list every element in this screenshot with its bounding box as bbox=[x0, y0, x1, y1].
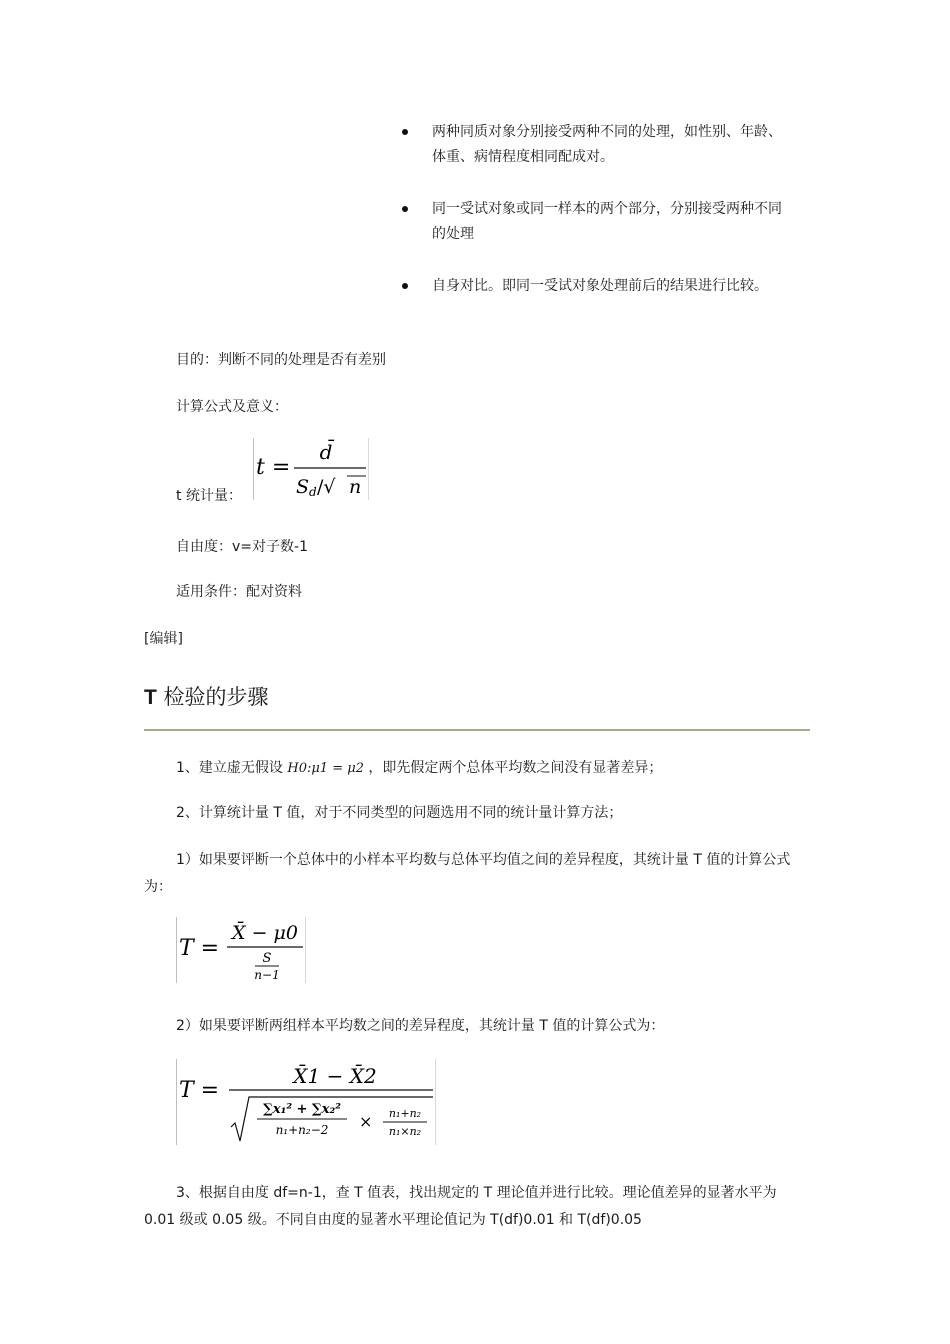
formula-numerator: X̄ − μ0 bbox=[232, 922, 298, 944]
ratio-denominator: n₁×n₂ bbox=[388, 1125, 422, 1138]
inner-numerator: S bbox=[262, 951, 272, 966]
formula-den-c: n bbox=[349, 476, 362, 498]
list-item bbox=[402, 197, 792, 247]
formula-numerator: d̄ bbox=[319, 440, 333, 464]
step-3: 3、根据自由度 df=n-1，查 T 值表，找出规定的 T 理论值并进行比较。理论值差异的显著水平为 0.01 级或 0.05 级。不同自由度的显著水平理论值记为 T(df)0.01 和 T(df)0.05 bbox=[144, 1185, 777, 1228]
list-item bbox=[402, 120, 792, 170]
formula-lhs: T = bbox=[179, 936, 220, 961]
paired-t-formula-svg bbox=[254, 438, 368, 500]
two-sample-formula bbox=[176, 1059, 436, 1145]
bullet-dot-icon bbox=[402, 206, 408, 212]
step-2-2: 2）如果要评断两组样本平均数之间的差异程度，其统计量 T 值的计算公式为： bbox=[176, 1018, 665, 1034]
bullet-dot-icon bbox=[402, 129, 408, 135]
edit-link[interactable]: [编辑] bbox=[144, 631, 183, 647]
step-1-suffix: ，即先假定两个总体平均数之间没有显著差异； bbox=[368, 760, 663, 776]
paired-t-formula bbox=[253, 438, 369, 500]
inner-numerator: ∑x₁² + ∑x₂² bbox=[263, 1102, 341, 1117]
t-stat-label: t 统计量： bbox=[176, 488, 242, 504]
one-sample-formula bbox=[176, 917, 306, 983]
step-2-1: 1）如果要评断一个总体中的小样本平均数与总体平均值之间的差异程度，其统计量 T 值的计算公式为： bbox=[144, 852, 791, 895]
step-1 bbox=[176, 757, 662, 780]
formula-lhs: T = bbox=[179, 1078, 220, 1103]
condition-text: 适用条件：配对资料 bbox=[176, 584, 302, 600]
step-1-math: H0:μ1 = μ2 bbox=[287, 761, 364, 776]
list-item-text: 自身对比。即同一受试对象处理前后的结果进行比较。 bbox=[432, 278, 768, 294]
section-title-t: T bbox=[144, 686, 157, 709]
inner-denominator: n₁+n₂−2 bbox=[275, 1123, 329, 1137]
ratio-numerator: n₁+n₂ bbox=[388, 1107, 422, 1120]
one-sample-formula-svg bbox=[177, 917, 305, 983]
formula-den-sub: d bbox=[309, 485, 317, 499]
formula-numerator: X̄1 − X̄2 bbox=[293, 1064, 377, 1088]
list-item-text: 同一受试对象或同一样本的两个部分，分别接受两种不同的处理 bbox=[432, 201, 782, 242]
bullet-list bbox=[402, 120, 792, 326]
section-title-rest: 检验的步骤 bbox=[163, 685, 269, 709]
step-2: 2、计算统计量 T 值，对于不同类型的问题选用不同的统计量计算方法； bbox=[176, 805, 623, 821]
list-item bbox=[402, 274, 792, 299]
two-sample-formula-svg bbox=[177, 1059, 435, 1145]
inner-denominator: n−1 bbox=[254, 968, 280, 982]
purpose-text: 目的：判断不同的处理是否有差别 bbox=[176, 352, 386, 368]
formula-intro-text: 计算公式及意义： bbox=[176, 399, 288, 415]
dof-text: 自由度：v=对子数-1 bbox=[176, 539, 308, 555]
formula-den-a: S bbox=[296, 476, 310, 498]
step-1-prefix: 1、建立虚无假设 bbox=[176, 760, 283, 776]
list-item-text: 两种同质对象分别接受两种不同的处理，如性别、年龄、体重、病情程度相同配成对。 bbox=[432, 124, 782, 165]
times-sign: × bbox=[359, 1112, 373, 1131]
formula-den-b: /√ bbox=[317, 476, 336, 498]
section-divider bbox=[144, 729, 810, 731]
section-title bbox=[144, 683, 269, 712]
bullet-dot-icon bbox=[402, 283, 408, 289]
formula-lhs: t = bbox=[256, 455, 291, 480]
